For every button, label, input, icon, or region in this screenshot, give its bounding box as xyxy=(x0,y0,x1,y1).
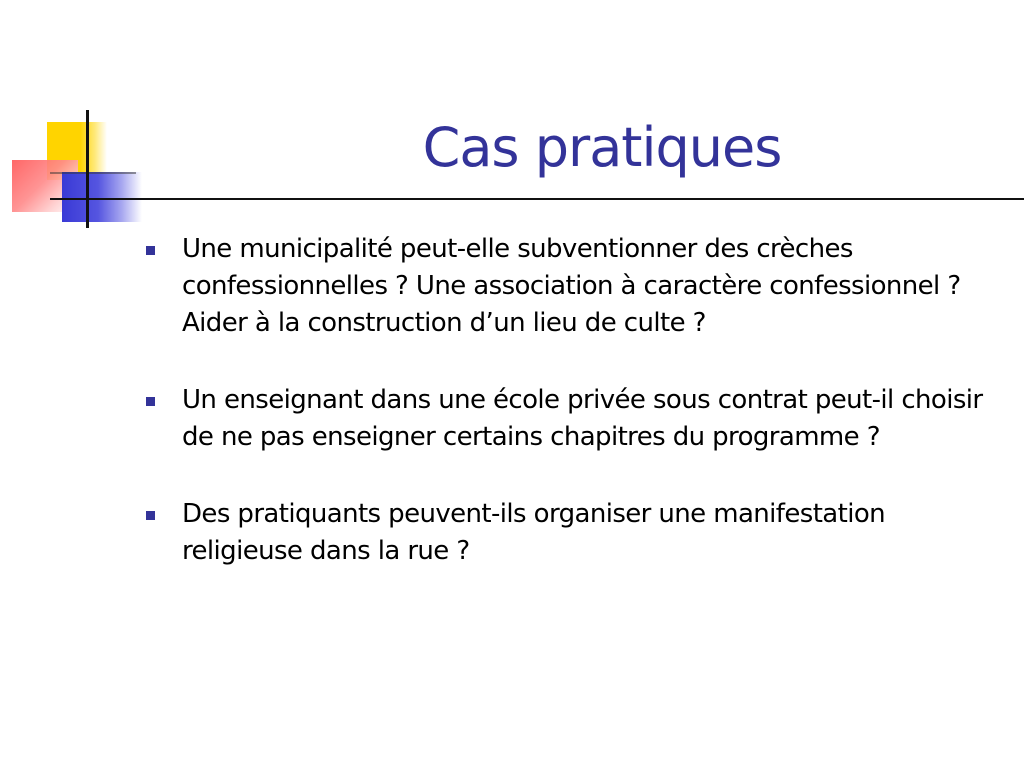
bullet-item xyxy=(146,231,1006,342)
vertical-line-decoration xyxy=(86,110,89,228)
bullet-item xyxy=(146,496,1006,570)
slide-title-text: Cas pratiques xyxy=(422,116,782,179)
title-underline xyxy=(50,198,1024,200)
square-bullet-icon xyxy=(146,397,155,406)
bullet-list xyxy=(146,231,1006,610)
slide-title xyxy=(160,112,1014,184)
corner-decoration xyxy=(0,0,160,240)
short-horizontal-line xyxy=(50,172,136,174)
bullet-text: Des pratiquants peuvent-ils organiser une manifestation religieuse dans la rue ? xyxy=(182,499,886,566)
square-bullet-icon xyxy=(146,246,155,255)
bullet-item xyxy=(146,382,1006,456)
blue-square-decoration xyxy=(62,172,142,222)
bullet-text: Une municipalité peut-elle subventionner des crèches confessionnelles ? Une association à caractère confessionnel ? Aider à la construction d’un lieu de culte ? xyxy=(182,234,961,338)
bullet-text: Un enseignant dans une école privée sous contrat peut-il choisir de ne pas enseigner certains chapitres du programme ? xyxy=(182,385,983,452)
square-bullet-icon xyxy=(146,511,155,520)
